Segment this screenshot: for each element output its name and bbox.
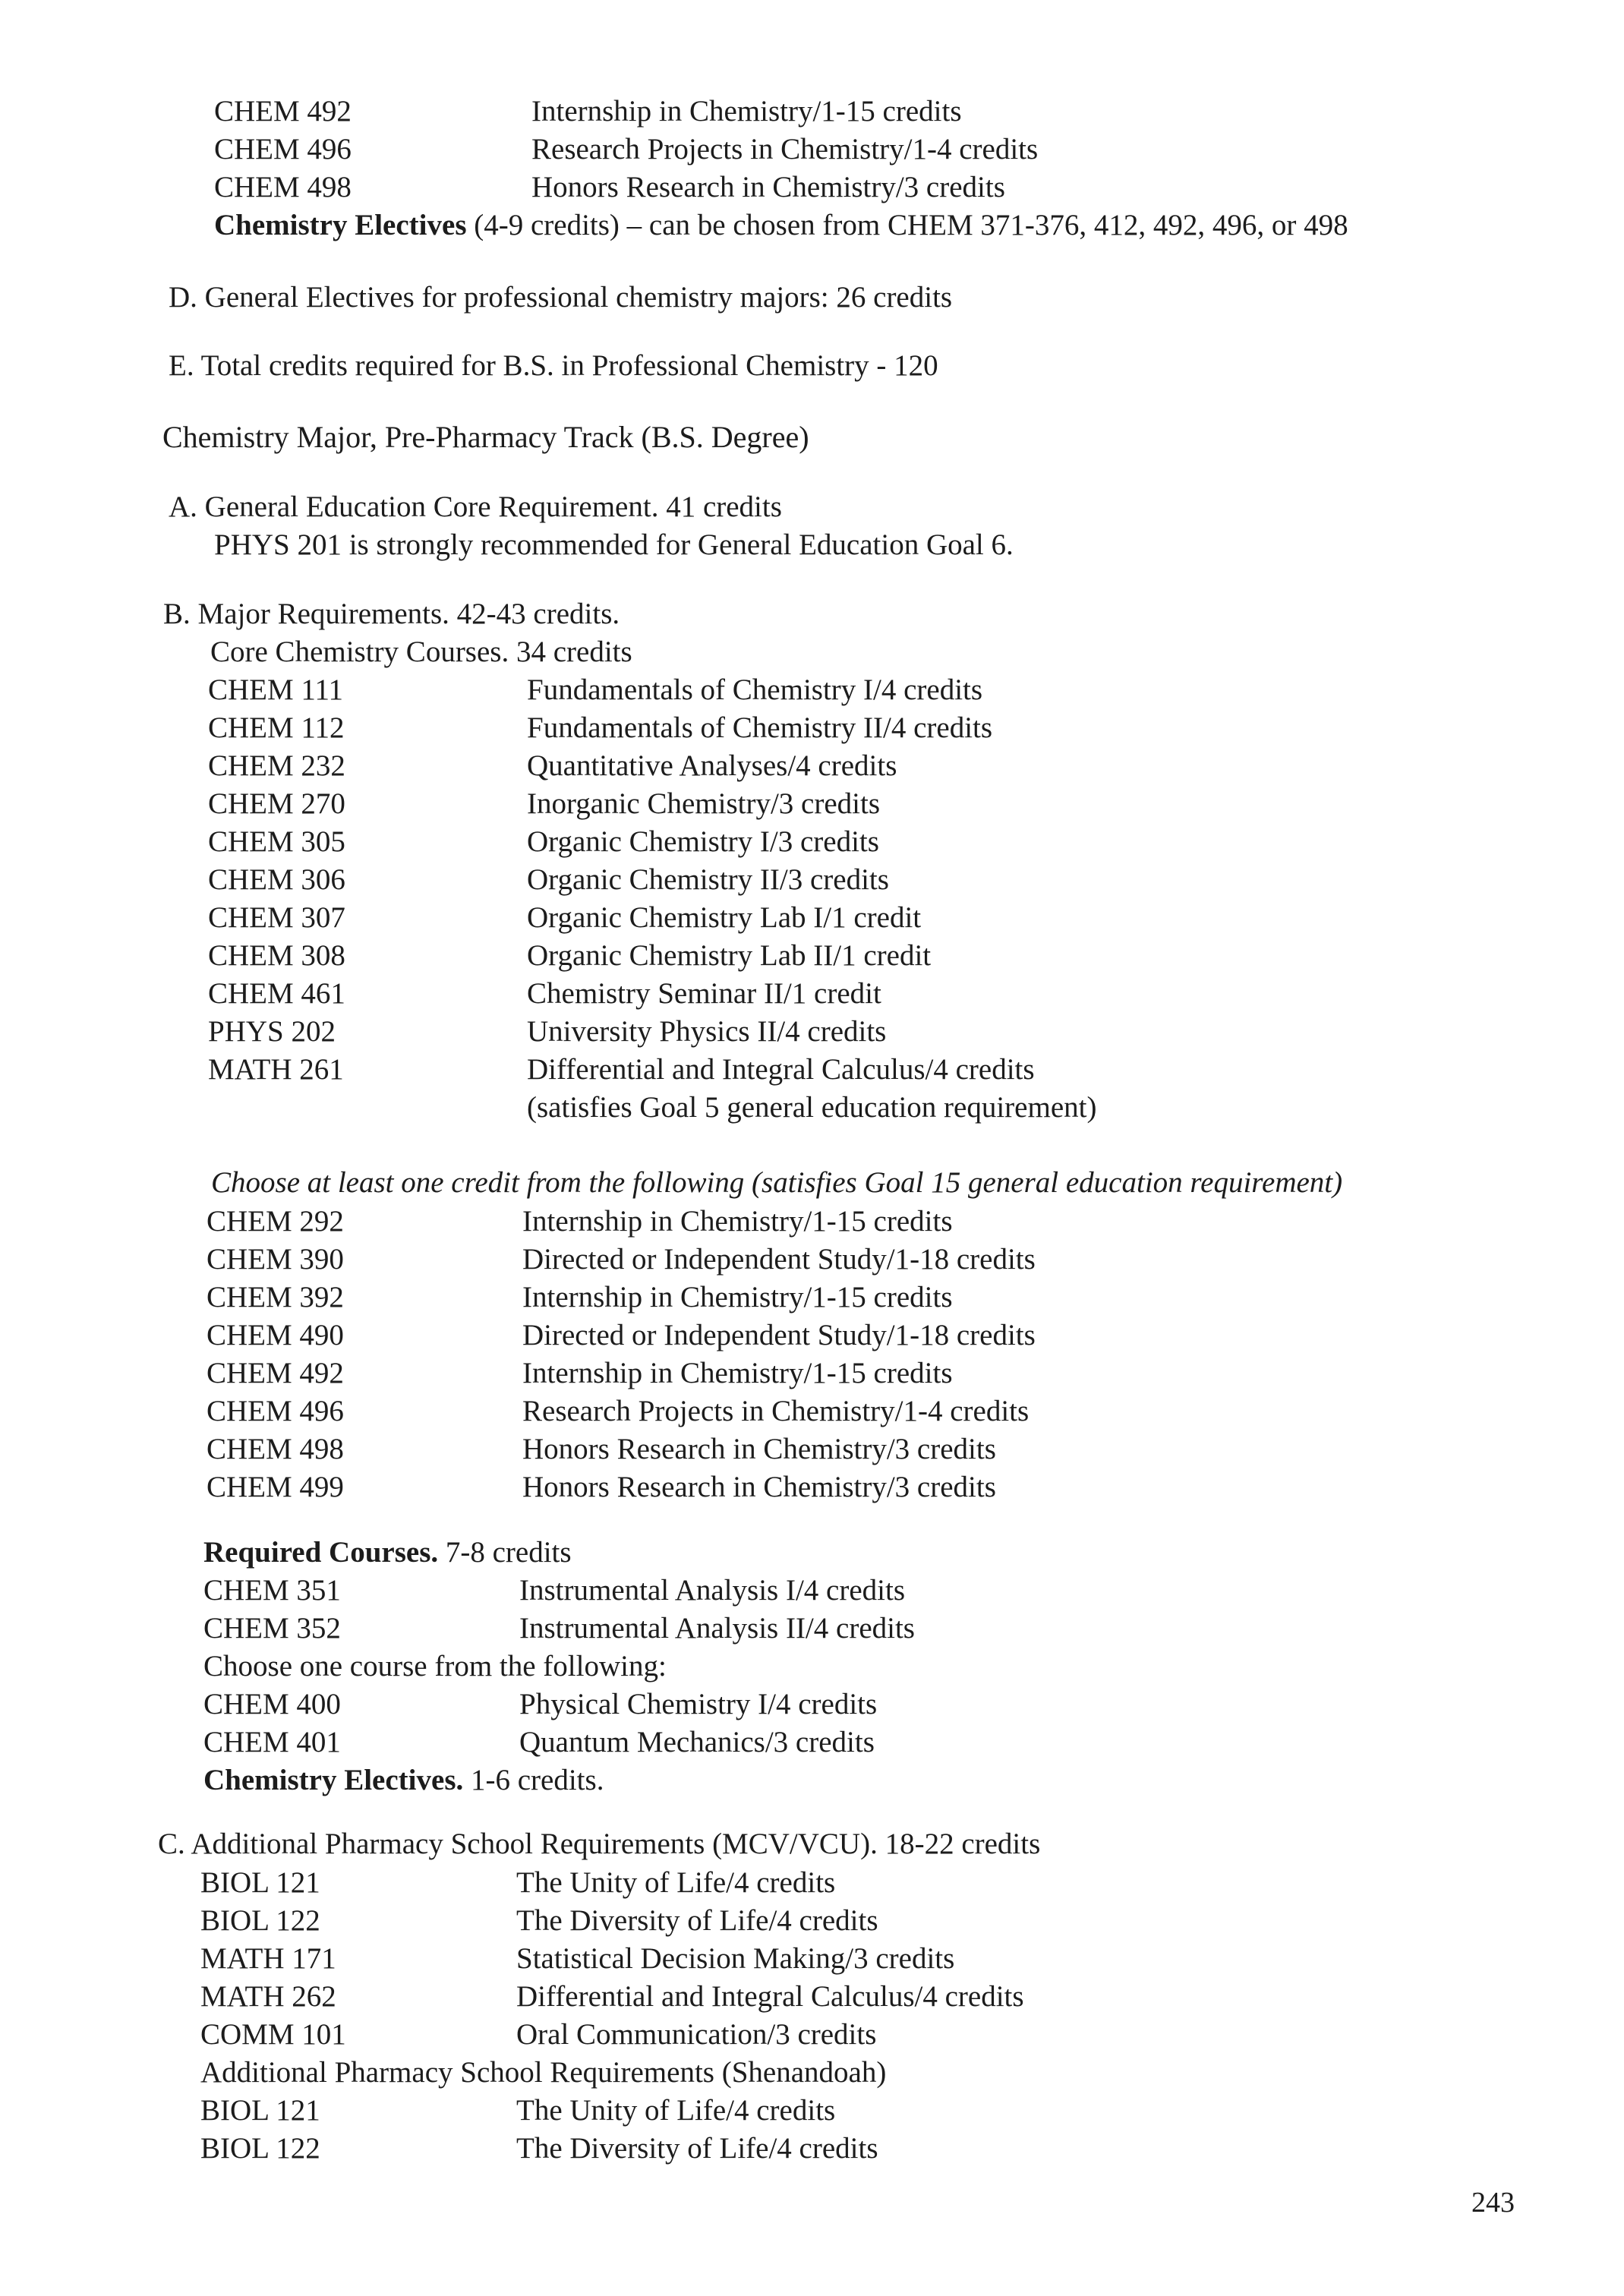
course-code: MATH 171 [200,1942,336,1975]
course-description: Differential and Integral Calculus/4 credits [516,1980,1024,2013]
course-code: CHEM 392 [207,1281,344,1314]
chemistry-electives-line [203,1761,915,1799]
course-description: (satisfies Goal 5 general education requirement) [527,1091,1097,1124]
course-code: PHYS 202 [208,1015,336,1048]
section-a-note: PHYS 201 is strongly recommended for General Education Goal 6. [214,528,1014,561]
course-description: Honors Research in Chemistry/3 credits [522,1433,996,1465]
course-code: CHEM 401 [203,1726,341,1758]
course-code: CHEM 270 [208,787,345,820]
course-description: The Unity of Life/4 credits [516,2094,836,2127]
course-description: Instrumental Analysis I/4 credits [519,1574,905,1607]
course-description: Inorganic Chemistry/3 credits [527,787,881,820]
course-row [208,671,1096,709]
course-code: CHEM 499 [207,1471,344,1503]
course-description: Directed or Independent Study/1-18 credits [522,1243,1036,1276]
course-description: Internship in Chemistry/1-15 credits [522,1205,953,1238]
course-code: MATH 261 [208,1053,344,1086]
course-row [203,1724,915,1761]
section-d: D. General Electives for professional chemistry majors: 26 credits [169,281,953,314]
choose-one-label: Choose one course from the following: [203,1650,667,1683]
course-description: The Diversity of Life/4 credits [516,2132,878,2165]
course-description: Differential and Integral Calculus/4 credits [527,1053,1035,1086]
course-description: Organic Chemistry II/3 credits [527,863,889,896]
course-description: Quantum Mechanics/3 credits [519,1726,875,1758]
section-a-title: A. General Education Core Requirement. 41 credits [169,490,782,523]
course-row [208,937,1096,975]
course-description: Fundamentals of Chemistry II/4 credits [527,711,993,744]
course-description: Honors Research in Chemistry/3 credits [531,171,1005,203]
electives-label: Chemistry Electives [214,209,467,241]
section-e: E. Total credits required for B.S. in Professional Chemistry - 120 [169,349,938,382]
course-row [203,1686,915,1724]
course-row [208,747,1096,785]
section-b-title: B. Major Requirements. 42-43 credits. [163,598,620,630]
course-description: Honors Research in Chemistry/3 credits [522,1471,996,1503]
course-code: CHEM 496 [207,1395,344,1427]
course-row [200,1902,1024,1940]
course-code: CHEM 492 [214,95,352,128]
course-code: CHEM 461 [208,977,345,1010]
required-courses [203,1534,915,1799]
course-description: Physical Chemistry I/4 credits [519,1688,878,1720]
course-code: CHEM 307 [208,901,345,934]
course-code: BIOL 121 [200,1866,320,1899]
course-row [207,1317,1036,1355]
course-row [207,1355,1036,1392]
course-description: Directed or Independent Study/1-18 credits [522,1319,1036,1351]
course-row [208,975,1096,1013]
course-description: Internship in Chemistry/1-15 credits [531,95,962,128]
course-code: CHEM 351 [203,1574,341,1607]
course-description: Research Projects in Chemistry/1-4 credits [531,133,1039,166]
course-row [203,1572,915,1610]
course-row [208,1089,1096,1127]
course-code: CHEM 292 [207,1205,344,1238]
choose-course-list [207,1203,1036,1506]
page-heading: Chemistry Major, Pre-Pharmacy Track (B.S. Degree) [162,420,809,454]
course-row [200,1978,1024,2016]
course-description: Organic Chemistry Lab II/1 credit [527,939,932,972]
course-description: The Unity of Life/4 credits [516,1866,836,1899]
course-code [208,1089,527,1127]
course-description: Internship in Chemistry/1-15 credits [522,1281,953,1314]
course-code: MATH 262 [200,1980,336,2013]
course-code: CHEM 498 [207,1433,344,1465]
section-b [163,595,632,671]
course-row [208,823,1096,861]
course-code: CHEM 498 [214,171,352,203]
course-description: Organic Chemistry I/3 credits [527,825,879,858]
course-row [203,1610,915,1648]
course-code: BIOL 122 [200,2132,320,2165]
course-code: CHEM 112 [208,711,345,744]
course-row [214,169,1348,207]
course-code: COMM 101 [200,2018,346,2051]
course-row [208,785,1096,823]
course-code: CHEM 306 [208,863,345,896]
course-description: Internship in Chemistry/1-15 credits [522,1357,953,1389]
top-course-list [214,93,1348,244]
section-c-title: C. Additional Pharmacy School Requirements (MCV/VCU). 18-22 credits [158,1828,1041,1860]
course-code: CHEM 352 [203,1612,341,1645]
required-courses-label: Required Courses. [203,1536,439,1569]
course-row [208,899,1096,937]
course-row [208,861,1096,899]
course-row [208,1013,1096,1051]
course-code: CHEM 390 [207,1243,344,1276]
core-courses-label: Core Chemistry Courses. 34 credits [210,636,632,668]
course-code: CHEM 305 [208,825,345,858]
course-code: CHEM 111 [208,673,344,706]
choose-note: Choose at least one credit from the following (satisfies Goal 15 general education requirement) [211,1166,1343,1199]
course-row [200,1940,1024,1978]
course-row [207,1430,1036,1468]
course-description: University Physics II/4 credits [527,1015,887,1048]
electives-text: (4-9 credits) – can be chosen from CHEM 371-376, 412, 492, 496, or 498 [466,209,1348,241]
electives-line [214,207,1348,244]
course-row [207,1468,1036,1506]
course-description: Quantitative Analyses/4 credits [527,749,897,782]
course-code: CHEM 492 [207,1357,344,1389]
course-code: BIOL 121 [200,2094,320,2127]
section-c-list [200,1864,1024,2168]
core-course-list [208,671,1096,1127]
course-description: Oral Communication/3 credits [516,2018,877,2051]
course-description: Fundamentals of Chemistry I/4 credits [527,673,983,706]
course-row [208,1051,1096,1089]
required-courses-credits: 7-8 credits [438,1536,572,1569]
course-code: CHEM 308 [208,939,345,972]
course-row [200,2130,1024,2168]
course-row [200,2016,1024,2054]
course-row [200,2092,1024,2130]
course-description: The Diversity of Life/4 credits [516,1904,878,1937]
course-row [208,709,1096,747]
course-row [214,93,1348,131]
course-code: CHEM 232 [208,749,345,782]
course-row [207,1203,1036,1241]
course-row [207,1392,1036,1430]
course-description: Research Projects in Chemistry/1-4 credits [522,1395,1030,1427]
chemistry-electives-label: Chemistry Electives. [203,1764,464,1796]
required-courses-title [203,1534,915,1572]
course-description: Chemistry Seminar II/1 credit [527,977,881,1010]
course-description: Organic Chemistry Lab I/1 credit [527,901,922,934]
section-a [169,488,1014,564]
course-code: CHEM 496 [214,133,352,166]
course-row [200,1864,1024,1902]
shenandoah-label: Additional Pharmacy School Requirements (Shenandoah) [200,2056,887,2089]
course-code: CHEM 490 [207,1319,344,1351]
course-code: CHEM 400 [203,1688,341,1720]
course-code: BIOL 122 [200,1904,320,1937]
course-description: Instrumental Analysis II/4 credits [519,1612,915,1645]
course-row [207,1279,1036,1317]
course-description: Statistical Decision Making/3 credits [516,1942,955,1975]
course-row [207,1241,1036,1279]
page-number: 243 [1471,2187,1515,2219]
course-row [214,131,1348,169]
chemistry-electives-credits: 1-6 credits. [463,1764,604,1796]
